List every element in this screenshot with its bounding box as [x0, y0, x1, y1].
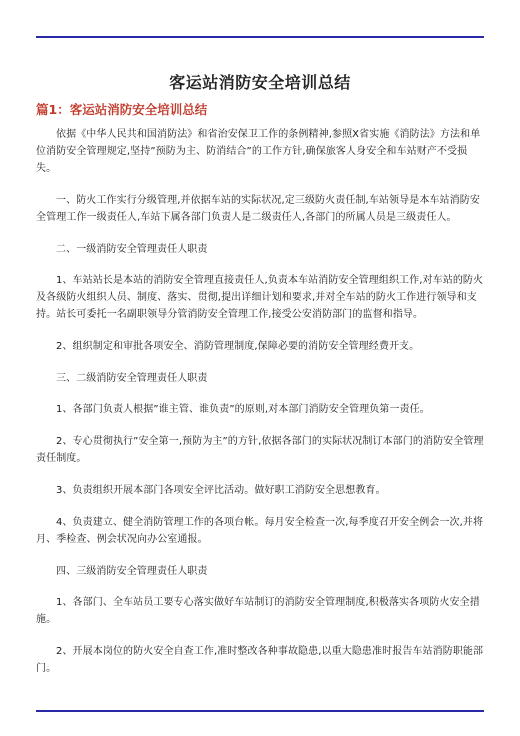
paragraph-responsibility-levels: 一、防火工作实行分级管理,并依据车站的实际状况,定三级防火责任制,车站领导是本车站消防安全管理工作一级责任人,车站下属各部门负责人是二级责任人,各部门的所属人员是三级责任人。	[36, 195, 480, 223]
paragraph-level-one-2: 2、组织制定和审批各项安全、消防管理制度,保障必要的消防安全管理经费开支。	[56, 341, 420, 352]
heading-level-two: 三、二级消防安全管理责任人职责	[56, 373, 208, 384]
paragraph-level-one-1: 1、车站站长是本站的消防安全管理直接责任人,负责本车站消防安全管理组织工作,对车站的防火及各级防火组织人员、制度、落实、贯彻,提出详细计划和要求,并对全车站的防火工作进行领导和支持。站长可委托一名副职领导分管消防安全管理工作,接受公安消防部门的监督和指导。	[36, 275, 484, 320]
paragraph-level-two-3: 3、负责组织开展本部门各项安全评比活动。做好职工消防安全思想教育。	[56, 485, 386, 496]
paragraph-level-two-2: 2、专心贯彻执行”安全第一,预防为主”的方针,依据各部门的实际状况制订本部门的消防安全管理责任制度。	[36, 436, 484, 464]
bottom-divider	[36, 710, 484, 712]
paragraph-level-two-4: 4、负责建立、健全消防管理工作的各项台帐。每月安全检查一次,每季度召开安全例会一次,并将月、季检查、例会状况向办公室通报。	[36, 517, 484, 545]
paragraph-intro: 依据《中华人民共和国消防法》和省治安保卫工作的条例精神,参照X省实施《消防法》方法和单位消防安全管理规定,坚持”预防为主、防消结合”的工作方针,确保旅客人身安全和车站财产不受损失。	[36, 129, 481, 174]
paragraph-level-two-1: 1、各部门负责人根据”谁主管、谁负责”的原则,对本部门消防安全管理负第一责任。	[56, 404, 430, 415]
page-title: 客运站消防安全培训总结	[169, 73, 351, 92]
paragraph-level-three-1: 1、各部门、全车站员工要专心落实做好车站制订的消防安全管理制度,积极落实各项防火安全措施。	[36, 597, 480, 625]
document-body	[36, 126, 484, 692]
paragraph-level-three-2: 2、开展本岗位的防火安全自查工作,准时整改各种事故隐患,以重大隐患准时报告车站消防职能部门。	[36, 646, 484, 674]
top-divider	[36, 36, 484, 38]
heading-level-one: 二、一级消防安全管理责任人职责	[56, 244, 208, 255]
heading-level-three: 四、三级消防安全管理责任人职责	[56, 566, 208, 577]
section-heading: 篇1：客运站消防安全培训总结	[36, 102, 208, 117]
